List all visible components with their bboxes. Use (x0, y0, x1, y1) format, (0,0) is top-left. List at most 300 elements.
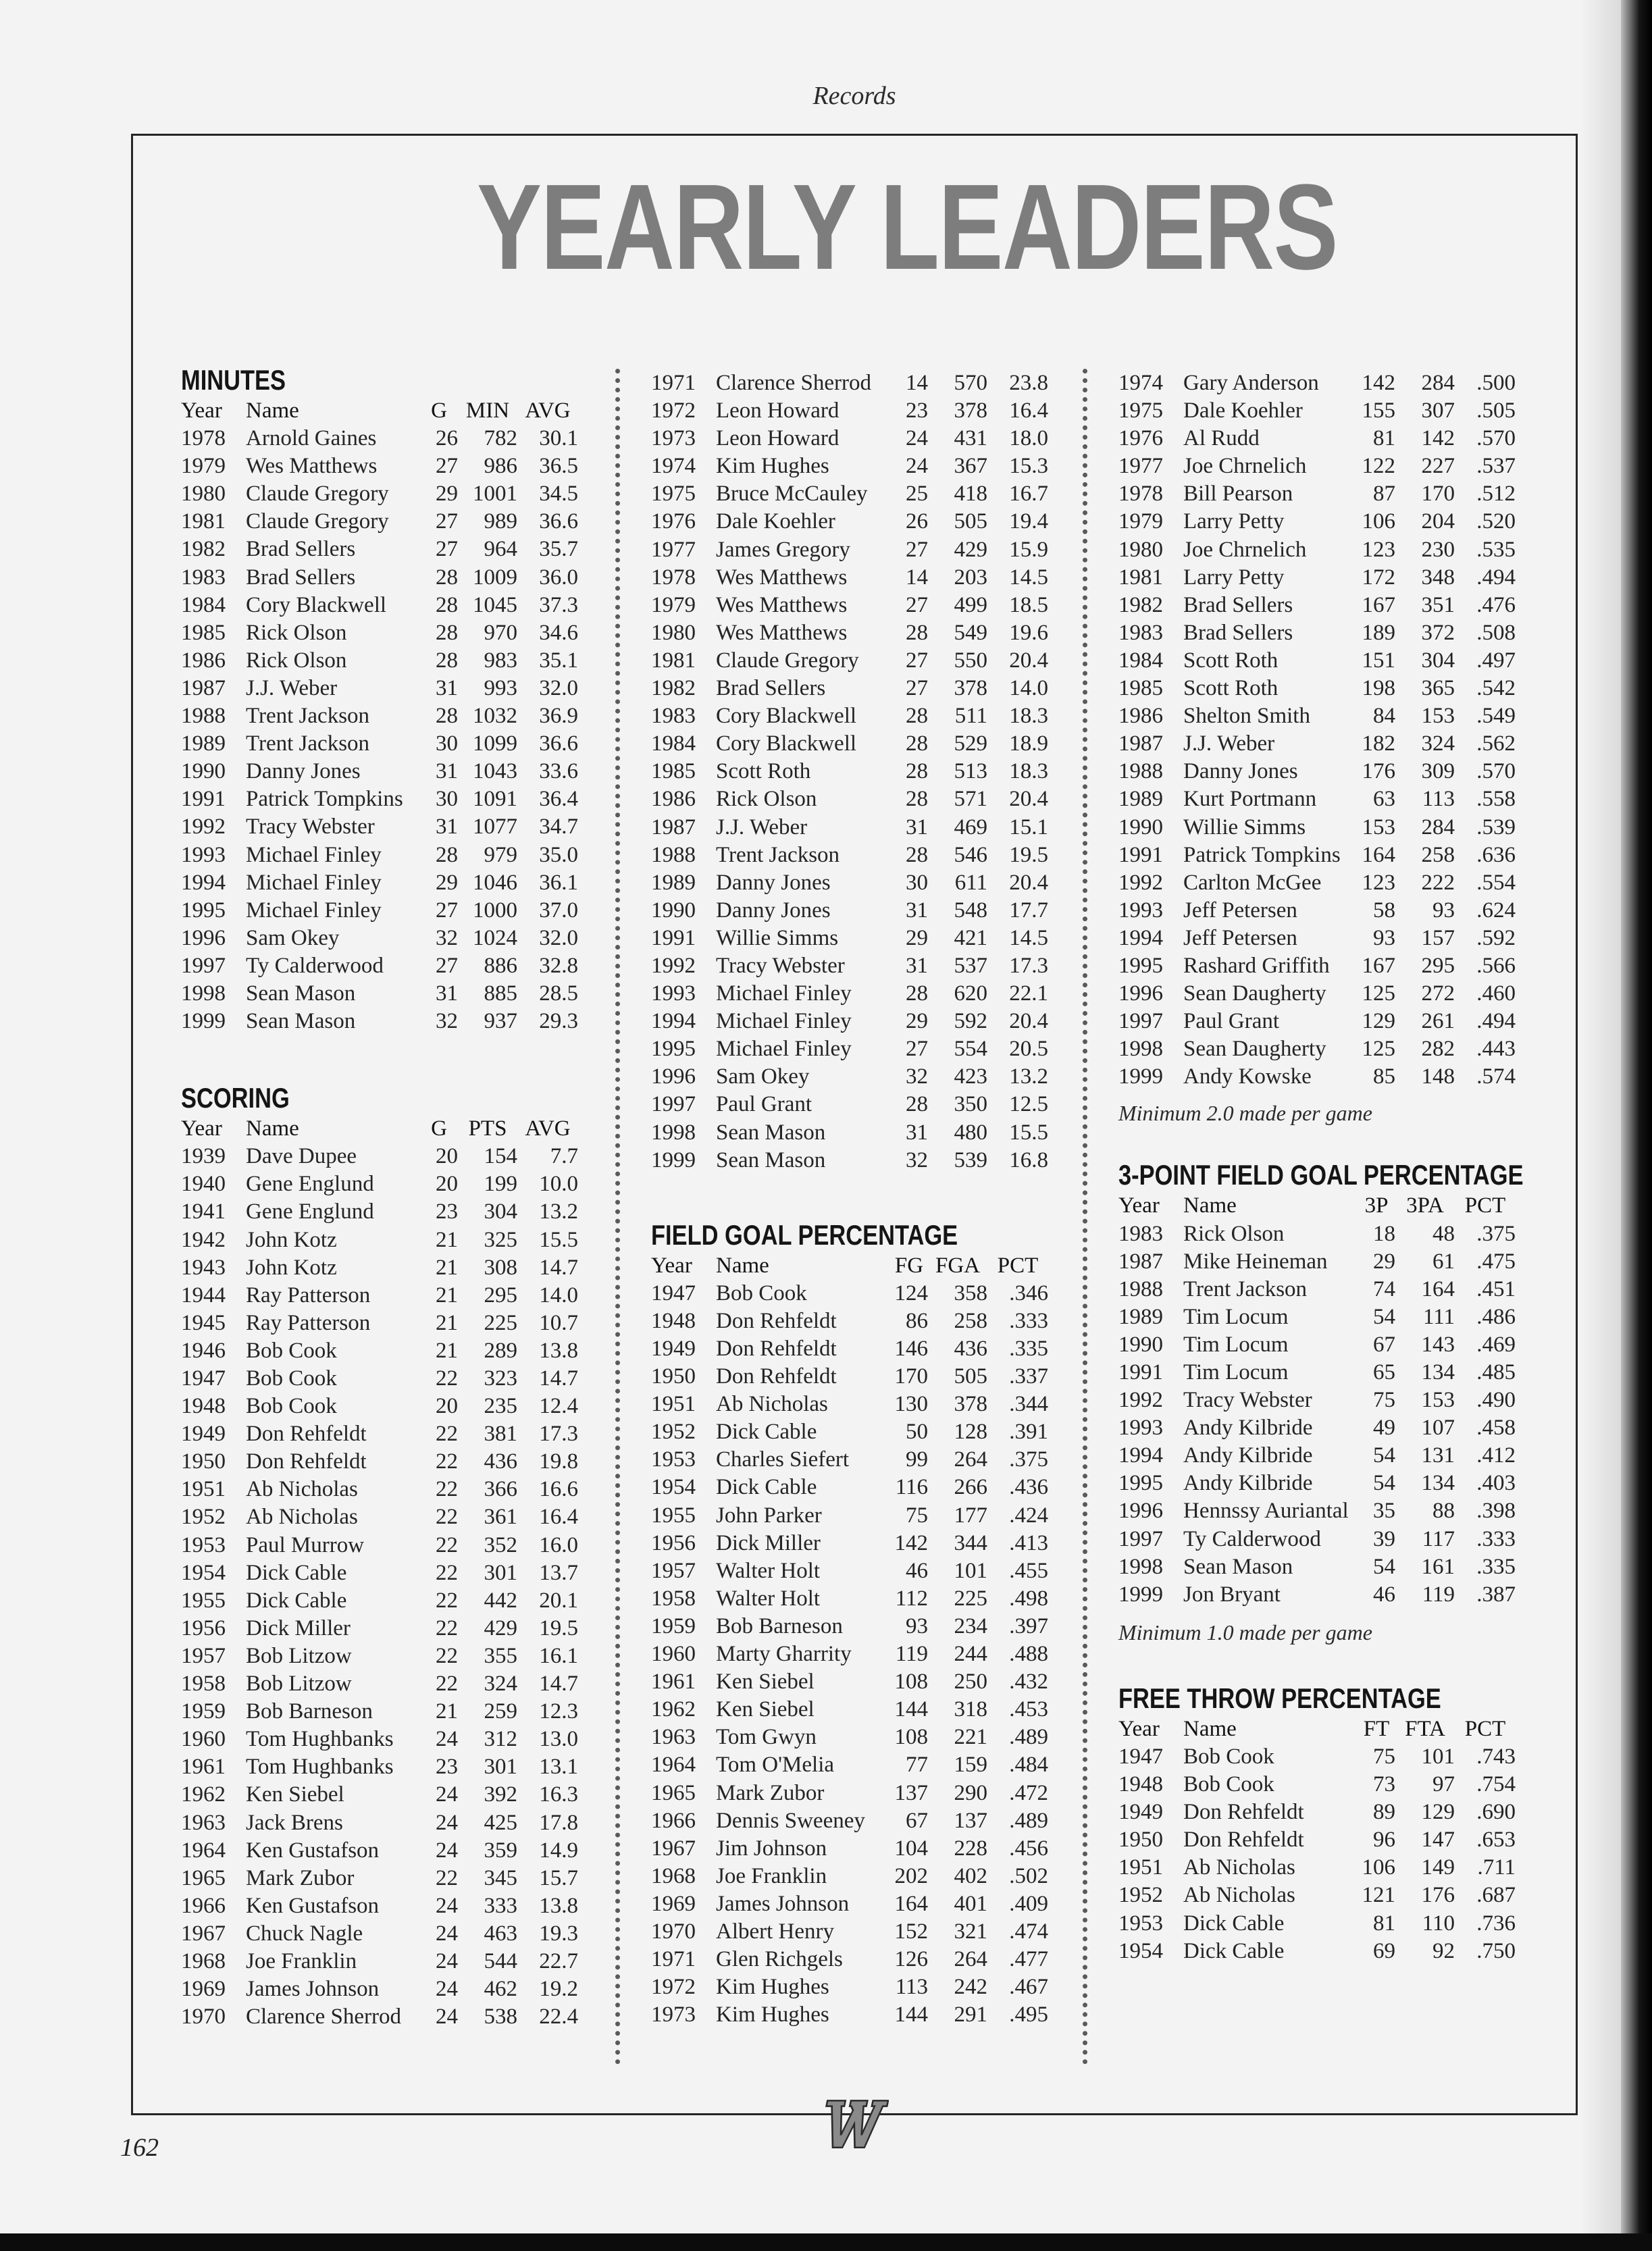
table-cell: 1975 (651, 482, 696, 507)
table-row (1118, 1276, 1516, 1303)
table-cell: 1986 (1118, 704, 1163, 729)
table-cell: 290 (954, 1780, 987, 1805)
table-cell: 1998 (181, 981, 226, 1006)
table-cell: 1952 (181, 1505, 226, 1530)
table-cell: Dick Cable (246, 1588, 347, 1613)
table-cell: .502 (1009, 1863, 1048, 1888)
table-cell: 1999 (651, 1147, 696, 1172)
table-row (651, 1751, 1048, 1779)
column-1 (181, 363, 578, 2031)
table-row (1118, 1771, 1516, 1799)
table-cell: 28 (436, 620, 458, 645)
table-cell: 22 (436, 1477, 458, 1502)
table-cell: 167 (1362, 592, 1395, 617)
table-cell: .335 (1009, 1337, 1048, 1361)
table-cell: .508 (1476, 620, 1516, 645)
table-cell: 1959 (651, 1613, 696, 1638)
table-cell: 142 (1362, 371, 1395, 395)
column-header: MIN (465, 398, 510, 423)
table-cell: 22 (436, 1865, 458, 1890)
table-row (181, 1532, 578, 1559)
table-cell: 1981 (651, 648, 696, 673)
table-cell: 1972 (651, 1975, 696, 2000)
table-cell: 147 (1421, 1828, 1455, 1853)
table-row (181, 980, 578, 1008)
table-cell: 203 (954, 565, 987, 590)
table-cell: Larry Petty (1183, 509, 1285, 534)
table-cell: 176 (1362, 759, 1395, 784)
table-cell: .472 (1009, 1780, 1048, 1805)
table-cell: Jeff Petersen (1183, 898, 1297, 923)
table-cell: 34.6 (539, 620, 578, 645)
table-cell: .409 (1009, 1891, 1048, 1916)
table-cell: 75 (1373, 1388, 1395, 1413)
table-cell: 1043 (473, 759, 517, 784)
table-cell: Joe Franklin (246, 1948, 357, 1973)
table-cell: Bob Cook (1183, 1772, 1274, 1797)
table-row (651, 369, 1048, 397)
column-header: Name (1183, 1716, 1237, 1741)
three-point-pct-table (1118, 1192, 1516, 1608)
table-cell: 14.5 (1009, 925, 1048, 950)
table-row (181, 2003, 578, 2031)
table-cell: 1940 (181, 1172, 226, 1197)
table-cell: 172 (1362, 565, 1395, 590)
table-row (181, 536, 578, 563)
table-cell: 1945 (181, 1310, 226, 1335)
table-cell: 32.0 (539, 675, 578, 700)
column-header: FGA (935, 1253, 981, 1278)
table-cell: 1965 (651, 1780, 696, 1805)
table-cell: Danny Jones (716, 898, 831, 923)
table-cell: 149 (1421, 1855, 1455, 1880)
table-cell: .570 (1476, 426, 1516, 451)
table-cell: 1983 (1118, 1221, 1163, 1246)
table-cell: 381 (484, 1422, 517, 1447)
table-cell: 19.3 (539, 1921, 578, 1946)
table-cell: 1995 (651, 1037, 696, 1062)
minutes-table (181, 397, 578, 1035)
table-cell: .570 (1476, 759, 1516, 784)
table-cell: 1953 (651, 1447, 696, 1472)
table-cell: 250 (954, 1670, 987, 1694)
table-cell: 31 (436, 759, 458, 784)
table-cell: 35 (1373, 1499, 1395, 1524)
table-cell: 88 (1432, 1499, 1455, 1524)
table-row (181, 1837, 578, 1865)
table-cell: 1953 (181, 1532, 226, 1557)
table-cell: 1999 (181, 1009, 226, 1034)
table-cell: Bob Cook (1183, 1744, 1274, 1769)
table-cell: 31 (906, 814, 928, 839)
table-cell: 284 (1421, 371, 1455, 395)
table-cell: .335 (1476, 1554, 1516, 1579)
table-cell: 10.7 (539, 1310, 578, 1335)
table-cell: 1987 (651, 814, 696, 839)
running-head: Records (812, 82, 896, 110)
table-cell: 1988 (651, 842, 696, 867)
table-cell: Dennis Sweeney (716, 1808, 865, 1833)
table-cell: 142 (894, 1530, 928, 1555)
table-row (181, 1282, 578, 1310)
table-cell: 1992 (1118, 870, 1163, 895)
table-cell: 318 (954, 1697, 987, 1722)
table-row (1118, 1882, 1516, 1909)
table-cell: 1982 (1118, 592, 1163, 617)
table-row (1118, 785, 1516, 813)
column-header: AVG (525, 398, 571, 423)
table-row (181, 1008, 578, 1035)
table-row (651, 536, 1048, 564)
table-row (651, 675, 1048, 702)
column-header: PCT (1464, 1193, 1506, 1218)
table-cell: 333 (484, 1893, 517, 1918)
column-header: Year (181, 398, 222, 423)
table-cell: 442 (484, 1588, 517, 1613)
table-cell: 1999 (1118, 1064, 1163, 1089)
table-cell: 1989 (1118, 1304, 1163, 1329)
scoring-heading: SCORING (181, 1082, 290, 1114)
table-cell: 198 (1362, 676, 1395, 701)
table-cell: Michael Finley (716, 1009, 852, 1034)
table-cell: 22 (436, 1672, 458, 1697)
table-cell: Jim Johnson (716, 1836, 827, 1861)
table-cell: 1996 (1118, 1499, 1163, 1524)
table-cell: Kim Hughes (716, 1975, 829, 2000)
table-row (651, 2001, 1048, 2029)
table-cell: 1989 (651, 870, 696, 895)
table-cell: 22 (436, 1588, 458, 1613)
table-cell: 29 (436, 870, 458, 895)
table-cell: 361 (484, 1505, 517, 1530)
table-cell: Ken Siebel (716, 1697, 815, 1722)
table-cell: .460 (1476, 981, 1516, 1006)
table-cell: .398 (1476, 1499, 1516, 1524)
table-cell: 358 (954, 1280, 987, 1305)
table-cell: Don Rehfeldt (716, 1308, 837, 1333)
table-row (181, 1448, 578, 1476)
table-cell: 325 (484, 1227, 517, 1252)
table-cell: .467 (1009, 1975, 1048, 2000)
table-cell: Claude Gregory (246, 482, 389, 507)
scan-border (0, 2233, 1652, 2251)
table-cell: 31 (436, 675, 458, 700)
column-header: PTS (468, 1116, 507, 1141)
table-cell: Paul Grant (716, 1092, 812, 1117)
free-throw-pct-table (1118, 1715, 1516, 1965)
table-row (181, 1892, 578, 1920)
table-cell: 301 (484, 1755, 517, 1780)
table-cell: 1978 (181, 426, 226, 451)
table-cell: 159 (954, 1753, 987, 1778)
table-row (1118, 1799, 1516, 1826)
table-cell: Dale Koehler (716, 509, 835, 534)
table-row (181, 1170, 578, 1198)
table-cell: 1978 (651, 565, 696, 590)
table-cell: 1942 (181, 1227, 226, 1252)
table-cell: 1974 (651, 454, 696, 479)
table-cell: Don Rehfeldt (246, 1449, 367, 1474)
table-cell: 1987 (181, 675, 226, 700)
table-cell: Trent Jackson (716, 842, 840, 867)
table-cell: Tom O'Melia (716, 1753, 835, 1778)
table-cell: Tracy Webster (1183, 1388, 1312, 1413)
table-cell: 1976 (1118, 426, 1163, 451)
table-cell: 1997 (1118, 1009, 1163, 1034)
table-cell: 36.4 (539, 787, 578, 812)
table-cell: 511 (954, 704, 987, 729)
table-row (181, 1559, 578, 1587)
table-row (181, 1587, 578, 1615)
table-cell: 1958 (181, 1672, 226, 1697)
table-row (1118, 619, 1516, 647)
table-cell: 1957 (651, 1558, 696, 1583)
table-cell: 986 (484, 454, 517, 479)
table-header-row (651, 1252, 1048, 1280)
table-cell: 148 (1421, 1064, 1455, 1089)
table-cell: 19.2 (539, 1977, 578, 2002)
table-cell: 24 (436, 1893, 458, 1918)
table-cell: 1091 (473, 787, 517, 812)
table-cell: 1995 (1118, 1471, 1163, 1496)
table-cell: 1960 (181, 1727, 226, 1752)
table-cell: .490 (1476, 1388, 1516, 1413)
table-cell: .539 (1476, 814, 1516, 839)
table-cell: 1995 (1118, 953, 1163, 978)
table-cell: 1984 (1118, 648, 1163, 673)
table-cell: 19.5 (539, 1615, 578, 1640)
table-cell: 352 (484, 1532, 517, 1557)
table-cell: 50 (906, 1420, 928, 1445)
table-cell: 355 (484, 1643, 517, 1668)
table-cell: 307 (1421, 398, 1455, 423)
table-cell: .542 (1476, 676, 1516, 701)
table-row (1118, 425, 1516, 452)
table-cell: 157 (1421, 925, 1455, 950)
table-cell: 14 (906, 565, 928, 590)
table-cell: 1009 (473, 565, 517, 590)
table-cell: John Parker (716, 1503, 822, 1528)
table-cell: 1980 (1118, 537, 1163, 562)
table-cell: Ken Siebel (716, 1670, 815, 1694)
table-row (1118, 1470, 1516, 1497)
table-cell: Don Rehfeldt (1183, 1800, 1304, 1825)
table-row (651, 785, 1048, 813)
table-cell: Ken Gustafson (246, 1893, 380, 1918)
table-row (651, 425, 1048, 452)
table-cell: Sam Okey (716, 1064, 810, 1089)
table-cell: Sean Daugherty (1183, 981, 1326, 1006)
table-row (651, 1973, 1048, 2001)
table-cell: 1966 (181, 1893, 226, 1918)
table-cell: Bob Cook (246, 1394, 337, 1419)
table-cell: 18.3 (1009, 704, 1048, 729)
table-cell: 1964 (181, 1838, 226, 1863)
table-cell: 15.5 (539, 1227, 578, 1252)
table-cell: 167 (1362, 953, 1395, 978)
table-cell: 26 (436, 426, 458, 451)
table-cell: .562 (1476, 731, 1516, 756)
table-cell: 12.5 (1009, 1092, 1048, 1117)
table-cell: 14.5 (1009, 565, 1048, 590)
table-header-row (181, 1115, 578, 1143)
table-cell: 222 (1421, 870, 1455, 895)
table-cell: 1951 (651, 1392, 696, 1417)
table-cell: 321 (954, 1919, 987, 1944)
table-cell: 21 (436, 1283, 458, 1308)
field-goal-pct-table-continued (1118, 369, 1516, 1091)
table-cell: 17.8 (539, 1810, 578, 1835)
scoring-table-continued (651, 369, 1048, 1174)
page-number: 162 (120, 2133, 159, 2162)
table-row (651, 897, 1048, 925)
table-cell: 16.8 (1009, 1147, 1048, 1172)
table-row (651, 1474, 1048, 1501)
table-cell: Tim Locum (1183, 1304, 1289, 1329)
table-cell: 75 (906, 1503, 928, 1528)
table-cell: 1965 (181, 1865, 226, 1890)
table-cell: 27 (906, 648, 928, 673)
table-cell: 284 (1421, 814, 1455, 839)
table-cell: 18.3 (1009, 759, 1048, 784)
table-cell: 23.8 (1009, 371, 1048, 395)
table-row (1118, 536, 1516, 564)
table-cell: 1952 (651, 1420, 696, 1445)
table-cell: .653 (1476, 1828, 1516, 1853)
table-cell: 304 (1421, 648, 1455, 673)
table-cell: Cory Blackwell (716, 704, 857, 729)
table-cell: 23 (436, 1755, 458, 1780)
table-cell: 14 (906, 371, 928, 395)
table-cell: Andy Kilbride (1183, 1416, 1313, 1441)
table-row (181, 1698, 578, 1726)
table-cell: 28 (906, 1092, 928, 1117)
table-cell: 1947 (1118, 1744, 1163, 1769)
table-cell: 1996 (1118, 981, 1163, 1006)
table-cell: 289 (484, 1338, 517, 1363)
table-cell: 164 (1362, 842, 1395, 867)
table-cell: 153 (1421, 1388, 1455, 1413)
table-cell: 20.4 (1009, 648, 1048, 673)
table-row (1118, 452, 1516, 480)
table-cell: 54 (1373, 1554, 1395, 1579)
table-row (651, 869, 1048, 897)
table-cell: Dick Cable (1183, 1938, 1285, 1963)
table-cell: 27 (436, 953, 458, 978)
table-cell: 1950 (651, 1364, 696, 1389)
column-header: Year (181, 1116, 222, 1141)
table-cell: 33.6 (539, 759, 578, 784)
table-cell: 225 (484, 1310, 517, 1335)
table-cell: .453 (1009, 1697, 1048, 1722)
table-cell: 1948 (651, 1308, 696, 1333)
table-cell: Wes Matthews (246, 454, 378, 479)
table-cell: .687 (1476, 1883, 1516, 1908)
column-header: 3PA (1406, 1193, 1444, 1218)
table-cell: 27 (436, 509, 458, 534)
table-cell: Carlton McGee (1183, 870, 1322, 895)
table-cell: 24 (906, 454, 928, 479)
table-row (651, 730, 1048, 758)
table-cell: 170 (894, 1364, 928, 1389)
table-cell: 537 (954, 953, 987, 978)
table-cell: Andy Kowske (1183, 1064, 1312, 1089)
column-header: Name (716, 1253, 769, 1278)
table-cell: Clarence Sherrod (246, 2004, 401, 2029)
table-cell: 989 (484, 509, 517, 534)
table-cell: 421 (954, 925, 987, 950)
table-cell: Dick Miller (716, 1530, 821, 1555)
table-cell: 21 (436, 1310, 458, 1335)
table-cell: 983 (484, 648, 517, 673)
table-cell: 429 (484, 1615, 517, 1640)
table-cell: 1099 (473, 731, 517, 756)
table-cell: Dick Cable (1183, 1911, 1285, 1936)
column-header: PCT (1464, 1716, 1506, 1741)
table-row (651, 1780, 1048, 1807)
table-cell: 20 (436, 1172, 458, 1197)
column-header: FG (894, 1253, 924, 1278)
table-cell: 27 (436, 537, 458, 562)
table-cell: .736 (1476, 1911, 1516, 1936)
table-cell: 28 (906, 981, 928, 1006)
table-cell: Rashard Griffith (1183, 953, 1330, 978)
table-cell: 35.0 (539, 842, 578, 867)
table-cell: 401 (954, 1891, 987, 1916)
table-row (1118, 1331, 1516, 1359)
table-cell: Kim Hughes (716, 454, 829, 479)
minutes-heading: MINUTES (181, 364, 286, 396)
table-cell: 65 (1373, 1360, 1395, 1385)
column-divider (615, 369, 620, 2065)
table-cell: Danny Jones (716, 870, 831, 895)
table-cell: 258 (1421, 842, 1455, 867)
table-cell: 21 (436, 1227, 458, 1252)
table-cell: Trent Jackson (246, 731, 370, 756)
table-cell: 23 (906, 398, 928, 423)
table-cell: Cory Blackwell (716, 731, 857, 756)
table-cell: 112 (895, 1586, 928, 1611)
table-cell: 1979 (651, 592, 696, 617)
column-header: G (431, 1116, 447, 1141)
table-cell: Andy Kilbride (1183, 1443, 1313, 1468)
table-cell: 937 (484, 1009, 517, 1034)
table-cell: 1997 (181, 953, 226, 978)
table-cell: John Kotz (246, 1255, 337, 1280)
table-row (651, 1890, 1048, 1918)
motion-w-logo-icon (820, 2091, 889, 2153)
table-row (1118, 1442, 1516, 1470)
table-row (651, 702, 1048, 730)
table-cell: 1984 (651, 731, 696, 756)
table-cell: 36.9 (539, 704, 578, 729)
table-cell: .497 (1476, 648, 1516, 673)
table-row (651, 1835, 1048, 1863)
table-row (651, 1557, 1048, 1585)
table-cell: Walter Holt (716, 1558, 821, 1583)
table-row (1118, 1220, 1516, 1248)
table-cell: Ty Calderwood (246, 953, 384, 978)
table-cell: 144 (894, 1697, 928, 1722)
table-cell: Jack Brens (246, 1810, 343, 1835)
table-row (181, 1476, 578, 1503)
table-row (181, 842, 578, 869)
table-cell: 14.7 (539, 1366, 578, 1391)
table-cell: Patrick Tompkins (246, 787, 403, 812)
table-row (1118, 480, 1516, 508)
table-cell: 782 (484, 426, 517, 451)
table-cell: 18.0 (1009, 426, 1048, 451)
